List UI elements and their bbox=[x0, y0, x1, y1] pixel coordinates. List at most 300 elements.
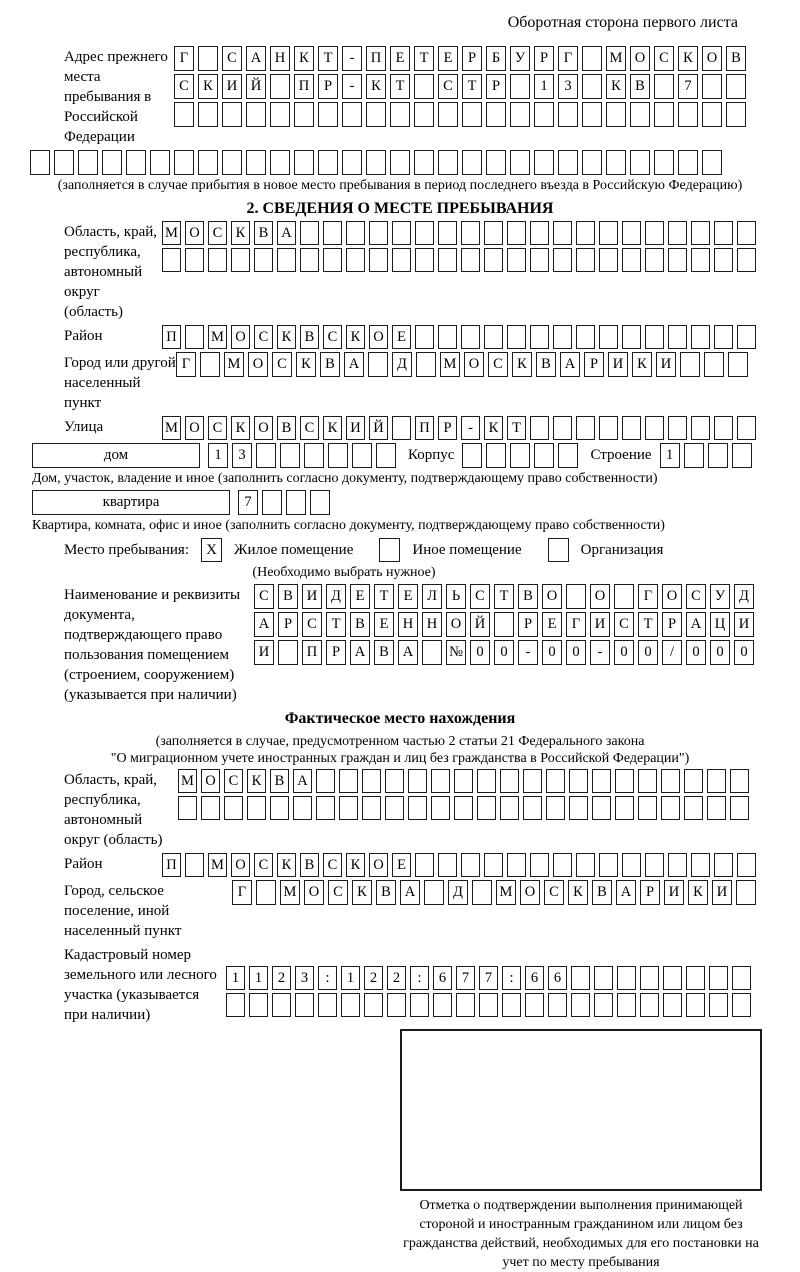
char-cell[interactable]: М bbox=[178, 769, 197, 793]
char-cell[interactable] bbox=[328, 443, 348, 468]
char-cell[interactable]: 0 bbox=[566, 640, 586, 665]
char-cell[interactable] bbox=[54, 150, 74, 175]
char-cell[interactable] bbox=[494, 612, 514, 637]
char-cell[interactable] bbox=[668, 221, 687, 245]
char-cell[interactable] bbox=[364, 993, 383, 1017]
char-cell[interactable]: С bbox=[544, 880, 564, 905]
char-cell[interactable] bbox=[502, 993, 521, 1017]
char-cell[interactable]: К bbox=[231, 221, 250, 245]
char-cell[interactable] bbox=[342, 102, 362, 127]
char-cell[interactable] bbox=[392, 221, 411, 245]
char-cell[interactable] bbox=[737, 221, 756, 245]
char-cell[interactable]: О bbox=[369, 325, 388, 349]
char-cell[interactable] bbox=[342, 150, 362, 175]
char-cell[interactable]: К bbox=[568, 880, 588, 905]
char-cell[interactable] bbox=[599, 221, 618, 245]
char-cell[interactable] bbox=[558, 102, 578, 127]
char-cell[interactable]: К bbox=[296, 352, 316, 377]
char-cell[interactable] bbox=[256, 443, 276, 468]
char-cell[interactable] bbox=[654, 102, 674, 127]
char-cell[interactable] bbox=[668, 248, 687, 272]
char-cell[interactable]: П bbox=[162, 853, 181, 877]
char-cell[interactable]: 7 bbox=[479, 966, 498, 990]
char-cell[interactable] bbox=[702, 74, 722, 99]
char-cell[interactable]: К bbox=[688, 880, 708, 905]
char-cell[interactable]: В bbox=[592, 880, 612, 905]
char-cell[interactable]: И bbox=[712, 880, 732, 905]
char-cell[interactable] bbox=[318, 993, 337, 1017]
char-cell[interactable]: 0 bbox=[710, 640, 730, 665]
char-cell[interactable] bbox=[553, 416, 572, 440]
char-cell[interactable]: И bbox=[590, 612, 610, 637]
char-cell[interactable] bbox=[737, 416, 756, 440]
char-cell[interactable] bbox=[684, 769, 703, 793]
char-cell[interactable]: С bbox=[208, 221, 227, 245]
char-cell[interactable] bbox=[484, 853, 503, 877]
char-cell[interactable] bbox=[484, 221, 503, 245]
char-cell[interactable] bbox=[592, 796, 611, 820]
char-cell[interactable] bbox=[286, 490, 306, 515]
char-cell[interactable] bbox=[576, 248, 595, 272]
char-cell[interactable] bbox=[462, 102, 482, 127]
char-cell[interactable] bbox=[200, 352, 220, 377]
char-cell[interactable]: В bbox=[254, 221, 273, 245]
char-cell[interactable] bbox=[548, 993, 567, 1017]
char-cell[interactable] bbox=[454, 796, 473, 820]
char-cell[interactable]: А bbox=[246, 46, 266, 71]
char-cell[interactable]: И bbox=[254, 640, 274, 665]
char-cell[interactable] bbox=[270, 74, 290, 99]
char-cell[interactable]: 0 bbox=[614, 640, 634, 665]
char-cell[interactable]: С bbox=[323, 325, 342, 349]
char-cell[interactable]: К bbox=[277, 853, 296, 877]
char-cell[interactable]: 7 bbox=[678, 74, 698, 99]
char-cell[interactable]: 6 bbox=[548, 966, 567, 990]
char-cell[interactable] bbox=[352, 443, 372, 468]
char-cell[interactable] bbox=[208, 248, 227, 272]
char-cell[interactable] bbox=[691, 221, 710, 245]
char-cell[interactable] bbox=[558, 443, 578, 468]
char-cell[interactable] bbox=[278, 640, 298, 665]
char-cell[interactable] bbox=[433, 993, 452, 1017]
char-cell[interactable] bbox=[477, 796, 496, 820]
char-cell[interactable] bbox=[486, 102, 506, 127]
char-cell[interactable]: М bbox=[280, 880, 300, 905]
char-cell[interactable] bbox=[530, 221, 549, 245]
char-cell[interactable]: : bbox=[318, 966, 337, 990]
char-cell[interactable]: А bbox=[350, 640, 370, 665]
char-cell[interactable]: Т bbox=[638, 612, 658, 637]
char-cell[interactable]: Ц bbox=[710, 612, 730, 637]
char-cell[interactable]: - bbox=[461, 416, 480, 440]
char-cell[interactable] bbox=[162, 248, 181, 272]
char-cell[interactable] bbox=[714, 248, 733, 272]
char-cell[interactable]: С bbox=[614, 612, 634, 637]
char-cell[interactable]: С bbox=[654, 46, 674, 71]
char-cell[interactable]: О bbox=[630, 46, 650, 71]
char-cell[interactable]: С bbox=[272, 352, 292, 377]
char-cell[interactable]: 1 bbox=[341, 966, 360, 990]
char-cell[interactable]: О bbox=[702, 46, 722, 71]
char-cell[interactable]: А bbox=[293, 769, 312, 793]
char-cell[interactable]: Р bbox=[438, 416, 457, 440]
char-cell[interactable]: О bbox=[590, 584, 610, 609]
char-cell[interactable] bbox=[415, 248, 434, 272]
char-cell[interactable] bbox=[582, 46, 602, 71]
char-cell[interactable] bbox=[691, 416, 710, 440]
char-cell[interactable] bbox=[323, 248, 342, 272]
char-cell[interactable]: Т bbox=[326, 612, 346, 637]
char-cell[interactable]: В bbox=[630, 74, 650, 99]
char-cell[interactable] bbox=[530, 416, 549, 440]
char-cell[interactable]: Д bbox=[326, 584, 346, 609]
char-cell[interactable]: Р bbox=[584, 352, 604, 377]
char-cell[interactable] bbox=[530, 325, 549, 349]
char-cell[interactable] bbox=[726, 74, 746, 99]
char-cell[interactable] bbox=[484, 325, 503, 349]
char-cell[interactable]: И bbox=[656, 352, 676, 377]
char-cell[interactable]: В bbox=[300, 853, 319, 877]
char-cell[interactable] bbox=[270, 150, 290, 175]
char-cell[interactable] bbox=[30, 150, 50, 175]
char-cell[interactable] bbox=[709, 966, 728, 990]
char-cell[interactable]: С bbox=[208, 416, 227, 440]
char-cell[interactable]: А bbox=[400, 880, 420, 905]
char-cell[interactable] bbox=[486, 150, 506, 175]
char-cell[interactable] bbox=[222, 102, 242, 127]
char-cell[interactable]: Е bbox=[392, 853, 411, 877]
char-cell[interactable] bbox=[185, 248, 204, 272]
char-cell[interactable]: И bbox=[608, 352, 628, 377]
char-cell[interactable]: К bbox=[512, 352, 532, 377]
char-cell[interactable] bbox=[270, 102, 290, 127]
char-cell[interactable] bbox=[415, 325, 434, 349]
char-cell[interactable]: - bbox=[518, 640, 538, 665]
char-cell[interactable]: Д bbox=[392, 352, 412, 377]
char-cell[interactable] bbox=[226, 993, 245, 1017]
char-cell[interactable]: Т bbox=[507, 416, 526, 440]
char-cell[interactable] bbox=[617, 993, 636, 1017]
char-cell[interactable] bbox=[668, 325, 687, 349]
char-cell[interactable]: Т bbox=[374, 584, 394, 609]
char-cell[interactable] bbox=[185, 325, 204, 349]
char-cell[interactable]: К bbox=[484, 416, 503, 440]
char-cell[interactable] bbox=[408, 769, 427, 793]
char-cell[interactable]: С bbox=[254, 584, 274, 609]
char-cell[interactable]: П bbox=[162, 325, 181, 349]
char-cell[interactable]: К bbox=[346, 853, 365, 877]
char-cell[interactable] bbox=[390, 150, 410, 175]
char-cell[interactable]: В bbox=[320, 352, 340, 377]
char-cell[interactable]: Р bbox=[278, 612, 298, 637]
char-cell[interactable] bbox=[714, 416, 733, 440]
char-cell[interactable]: С bbox=[222, 46, 242, 71]
char-cell[interactable] bbox=[316, 769, 335, 793]
char-cell[interactable] bbox=[702, 150, 722, 175]
char-cell[interactable] bbox=[546, 769, 565, 793]
char-cell[interactable]: : bbox=[502, 966, 521, 990]
char-cell[interactable]: Е bbox=[392, 325, 411, 349]
char-cell[interactable]: 0 bbox=[686, 640, 706, 665]
char-cell[interactable]: - bbox=[342, 74, 362, 99]
char-cell[interactable] bbox=[78, 150, 98, 175]
char-cell[interactable]: Н bbox=[270, 46, 290, 71]
char-cell[interactable]: К bbox=[198, 74, 218, 99]
char-cell[interactable]: К bbox=[294, 46, 314, 71]
char-cell[interactable] bbox=[594, 993, 613, 1017]
char-cell[interactable] bbox=[414, 150, 434, 175]
char-cell[interactable]: О bbox=[248, 352, 268, 377]
char-cell[interactable] bbox=[462, 443, 482, 468]
char-cell[interactable] bbox=[714, 221, 733, 245]
char-cell[interactable]: С bbox=[254, 853, 273, 877]
char-cell[interactable]: Й bbox=[470, 612, 490, 637]
char-cell[interactable] bbox=[663, 966, 682, 990]
char-cell[interactable] bbox=[178, 796, 197, 820]
char-cell[interactable] bbox=[558, 150, 578, 175]
char-cell[interactable]: В bbox=[270, 769, 289, 793]
char-cell[interactable] bbox=[415, 853, 434, 877]
char-cell[interactable] bbox=[704, 352, 724, 377]
char-cell[interactable] bbox=[431, 796, 450, 820]
char-cell[interactable] bbox=[640, 993, 659, 1017]
char-cell[interactable] bbox=[262, 490, 282, 515]
char-cell[interactable] bbox=[582, 150, 602, 175]
char-cell[interactable] bbox=[525, 993, 544, 1017]
char-cell[interactable]: Е bbox=[350, 584, 370, 609]
char-cell[interactable] bbox=[680, 352, 700, 377]
char-cell[interactable]: В bbox=[350, 612, 370, 637]
char-cell[interactable]: Р bbox=[462, 46, 482, 71]
char-cell[interactable]: Н bbox=[398, 612, 418, 637]
house-type-box[interactable]: дом bbox=[32, 443, 200, 468]
char-cell[interactable]: В bbox=[277, 416, 296, 440]
char-cell[interactable]: Г bbox=[638, 584, 658, 609]
char-cell[interactable]: К bbox=[231, 416, 250, 440]
char-cell[interactable]: Т bbox=[318, 46, 338, 71]
char-cell[interactable] bbox=[346, 248, 365, 272]
char-cell[interactable] bbox=[707, 769, 726, 793]
char-cell[interactable]: 6 bbox=[525, 966, 544, 990]
char-cell[interactable] bbox=[707, 796, 726, 820]
char-cell[interactable]: Р bbox=[518, 612, 538, 637]
char-cell[interactable] bbox=[737, 853, 756, 877]
char-cell[interactable]: Т bbox=[414, 46, 434, 71]
char-cell[interactable]: : bbox=[410, 966, 429, 990]
char-cell[interactable]: А bbox=[560, 352, 580, 377]
char-cell[interactable]: К bbox=[346, 325, 365, 349]
char-cell[interactable] bbox=[422, 640, 442, 665]
char-cell[interactable] bbox=[728, 352, 748, 377]
char-cell[interactable] bbox=[523, 769, 542, 793]
char-cell[interactable] bbox=[553, 325, 572, 349]
char-cell[interactable]: П bbox=[415, 416, 434, 440]
char-cell[interactable] bbox=[408, 796, 427, 820]
char-cell[interactable] bbox=[392, 416, 411, 440]
char-cell[interactable]: Е bbox=[438, 46, 458, 71]
char-cell[interactable] bbox=[732, 443, 752, 468]
char-cell[interactable] bbox=[222, 150, 242, 175]
char-cell[interactable] bbox=[198, 102, 218, 127]
char-cell[interactable] bbox=[684, 443, 704, 468]
char-cell[interactable]: О bbox=[369, 853, 388, 877]
char-cell[interactable] bbox=[546, 796, 565, 820]
char-cell[interactable] bbox=[510, 102, 530, 127]
char-cell[interactable] bbox=[617, 966, 636, 990]
char-cell[interactable]: О bbox=[520, 880, 540, 905]
char-cell[interactable]: П bbox=[294, 74, 314, 99]
char-cell[interactable]: Г bbox=[232, 880, 252, 905]
char-cell[interactable]: О bbox=[542, 584, 562, 609]
char-cell[interactable] bbox=[571, 993, 590, 1017]
char-cell[interactable] bbox=[622, 221, 641, 245]
char-cell[interactable] bbox=[576, 416, 595, 440]
char-cell[interactable]: К bbox=[247, 769, 266, 793]
char-cell[interactable]: Ь bbox=[446, 584, 466, 609]
char-cell[interactable]: В bbox=[374, 640, 394, 665]
char-cell[interactable] bbox=[300, 248, 319, 272]
char-cell[interactable]: О bbox=[254, 416, 273, 440]
char-cell[interactable] bbox=[606, 102, 626, 127]
char-cell[interactable]: 3 bbox=[232, 443, 252, 468]
char-cell[interactable] bbox=[249, 993, 268, 1017]
char-cell[interactable] bbox=[668, 416, 687, 440]
char-cell[interactable] bbox=[684, 796, 703, 820]
char-cell[interactable]: / bbox=[662, 640, 682, 665]
char-cell[interactable] bbox=[566, 584, 586, 609]
char-cell[interactable] bbox=[686, 993, 705, 1017]
char-cell[interactable]: 0 bbox=[542, 640, 562, 665]
char-cell[interactable]: К bbox=[323, 416, 342, 440]
char-cell[interactable] bbox=[438, 150, 458, 175]
char-cell[interactable]: Г bbox=[176, 352, 196, 377]
char-cell[interactable]: О bbox=[231, 853, 250, 877]
char-cell[interactable]: Е bbox=[398, 584, 418, 609]
char-cell[interactable] bbox=[654, 150, 674, 175]
char-cell[interactable]: С bbox=[488, 352, 508, 377]
char-cell[interactable] bbox=[339, 769, 358, 793]
char-cell[interactable]: 3 bbox=[558, 74, 578, 99]
char-cell[interactable] bbox=[270, 796, 289, 820]
char-cell[interactable] bbox=[424, 880, 444, 905]
char-cell[interactable] bbox=[366, 150, 386, 175]
char-cell[interactable] bbox=[736, 880, 756, 905]
char-cell[interactable] bbox=[691, 853, 710, 877]
char-cell[interactable]: О bbox=[662, 584, 682, 609]
char-cell[interactable]: Л bbox=[422, 584, 442, 609]
char-cell[interactable]: С bbox=[174, 74, 194, 99]
char-cell[interactable] bbox=[414, 74, 434, 99]
char-cell[interactable] bbox=[645, 325, 664, 349]
char-cell[interactable] bbox=[678, 102, 698, 127]
char-cell[interactable] bbox=[737, 325, 756, 349]
char-cell[interactable] bbox=[416, 352, 436, 377]
char-cell[interactable] bbox=[387, 993, 406, 1017]
char-cell[interactable] bbox=[456, 993, 475, 1017]
char-cell[interactable] bbox=[316, 796, 335, 820]
char-cell[interactable] bbox=[708, 443, 728, 468]
char-cell[interactable] bbox=[691, 325, 710, 349]
char-cell[interactable] bbox=[362, 769, 381, 793]
char-cell[interactable]: Е bbox=[542, 612, 562, 637]
char-cell[interactable]: В bbox=[278, 584, 298, 609]
char-cell[interactable]: В bbox=[518, 584, 538, 609]
char-cell[interactable]: Р bbox=[318, 74, 338, 99]
char-cell[interactable]: С bbox=[224, 769, 243, 793]
char-cell[interactable] bbox=[645, 416, 664, 440]
char-cell[interactable] bbox=[714, 853, 733, 877]
char-cell[interactable] bbox=[201, 796, 220, 820]
char-cell[interactable] bbox=[661, 769, 680, 793]
char-cell[interactable] bbox=[630, 150, 650, 175]
char-cell[interactable] bbox=[614, 584, 634, 609]
char-cell[interactable] bbox=[534, 150, 554, 175]
char-cell[interactable] bbox=[582, 74, 602, 99]
char-cell[interactable] bbox=[410, 993, 429, 1017]
char-cell[interactable] bbox=[663, 993, 682, 1017]
char-cell[interactable] bbox=[622, 325, 641, 349]
char-cell[interactable] bbox=[254, 248, 273, 272]
char-cell[interactable]: Е bbox=[390, 46, 410, 71]
char-cell[interactable]: Г bbox=[566, 612, 586, 637]
char-cell[interactable] bbox=[294, 102, 314, 127]
char-cell[interactable] bbox=[530, 853, 549, 877]
char-cell[interactable] bbox=[510, 150, 530, 175]
char-cell[interactable]: П bbox=[366, 46, 386, 71]
char-cell[interactable] bbox=[599, 248, 618, 272]
char-cell[interactable] bbox=[615, 769, 634, 793]
char-cell[interactable] bbox=[461, 853, 480, 877]
char-cell[interactable]: И bbox=[346, 416, 365, 440]
char-cell[interactable]: 1 bbox=[208, 443, 228, 468]
char-cell[interactable] bbox=[510, 443, 530, 468]
char-cell[interactable]: 1 bbox=[534, 74, 554, 99]
char-cell[interactable]: Т bbox=[390, 74, 410, 99]
char-cell[interactable] bbox=[507, 325, 526, 349]
char-cell[interactable] bbox=[231, 248, 250, 272]
char-cell[interactable] bbox=[622, 248, 641, 272]
char-cell[interactable]: У bbox=[710, 584, 730, 609]
char-cell[interactable] bbox=[576, 325, 595, 349]
char-cell[interactable] bbox=[185, 853, 204, 877]
char-cell[interactable]: 2 bbox=[364, 966, 383, 990]
char-cell[interactable]: С bbox=[328, 880, 348, 905]
char-cell[interactable] bbox=[198, 46, 218, 71]
char-cell[interactable]: О bbox=[464, 352, 484, 377]
char-cell[interactable]: 7 bbox=[238, 490, 258, 515]
char-cell[interactable]: М bbox=[224, 352, 244, 377]
char-cell[interactable]: К bbox=[678, 46, 698, 71]
char-cell[interactable]: А bbox=[254, 612, 274, 637]
char-cell[interactable] bbox=[341, 993, 360, 1017]
char-cell[interactable] bbox=[678, 150, 698, 175]
char-cell[interactable] bbox=[530, 248, 549, 272]
char-cell[interactable]: В bbox=[300, 325, 319, 349]
char-cell[interactable] bbox=[730, 796, 749, 820]
char-cell[interactable]: - bbox=[590, 640, 610, 665]
char-cell[interactable] bbox=[569, 769, 588, 793]
char-cell[interactable] bbox=[277, 248, 296, 272]
char-cell[interactable] bbox=[368, 352, 388, 377]
char-cell[interactable]: М bbox=[440, 352, 460, 377]
char-cell[interactable] bbox=[599, 853, 618, 877]
char-cell[interactable] bbox=[484, 248, 503, 272]
char-cell[interactable]: Р bbox=[640, 880, 660, 905]
char-cell[interactable] bbox=[507, 853, 526, 877]
char-cell[interactable]: А bbox=[616, 880, 636, 905]
char-cell[interactable] bbox=[415, 221, 434, 245]
char-cell[interactable]: А bbox=[398, 640, 418, 665]
